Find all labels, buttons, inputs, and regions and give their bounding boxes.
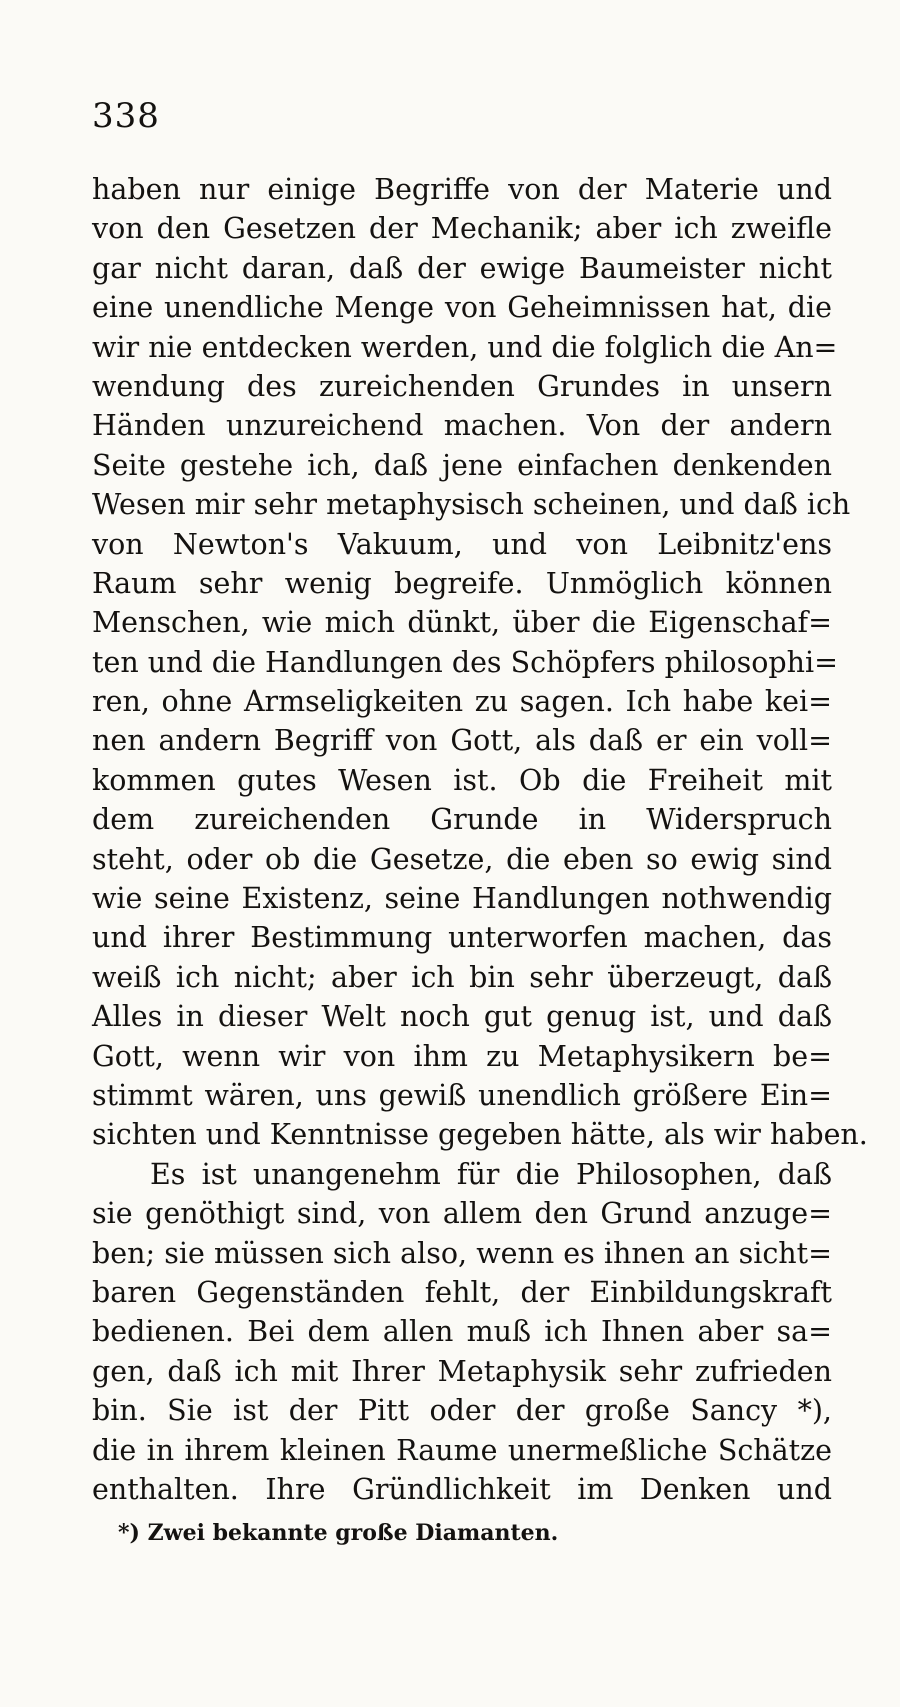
text-line: von Newton's Vakuum, und von Leibnitz'ens bbox=[92, 527, 832, 561]
text-line: wendung des zureichenden Grundes in unsern bbox=[92, 369, 832, 403]
text-line: ten und die Handlungen des Schöpfers philosophi= bbox=[92, 645, 838, 679]
text-line: dem zureichenden Grunde in Widerspruch bbox=[92, 803, 832, 837]
body-text bbox=[92, 170, 868, 1509]
text-line: weiß ich nicht; aber ich bin sehr überzeugt, daß bbox=[92, 960, 832, 994]
text-line: bedienen. Bei dem allen muß ich Ihnen aber sa= bbox=[92, 1315, 832, 1349]
text-line: ben; sie müssen sich also, wenn es ihnen an sicht= bbox=[92, 1236, 832, 1270]
text-line: ren, ohne Armseligkeiten zu sagen. Ich habe kei= bbox=[92, 685, 832, 719]
text-line: stimmt wären, uns gewiß unendlich größere Ein= bbox=[92, 1078, 832, 1112]
text-line: sie genöthigt sind, von allem den Grund anzuge= bbox=[92, 1197, 832, 1231]
text-line: Raum sehr wenig begreife. Unmöglich können bbox=[92, 566, 832, 600]
text-line: Gott, wenn wir von ihm zu Metaphysikern be= bbox=[92, 1039, 832, 1073]
text-line: steht, oder ob die Gesetze, die eben so ewig sind bbox=[92, 842, 832, 876]
text-line: haben nur einige Begriffe von der Materie und bbox=[92, 173, 832, 206]
text-line: eine unendliche Menge von Geheimnissen hat, die bbox=[92, 291, 832, 325]
text-line: gar nicht daran, daß der ewige Baumeister nicht bbox=[92, 251, 832, 285]
text-line: enthalten. Ihre Gründlichkeit im Denken und bbox=[92, 1472, 832, 1506]
text-line: baren Gegenständen fehlt, der Einbildungskraft bbox=[92, 1275, 832, 1309]
text-line: und ihrer Bestimmung unterworfen machen, das bbox=[92, 921, 832, 955]
text-line: wie seine Existenz, seine Handlungen nothwendig bbox=[92, 882, 832, 916]
text-line: die in ihrem kleinen Raume unermeßliche Schätze bbox=[92, 1433, 832, 1467]
text-line: Händen unzureichend machen. Von der andern bbox=[92, 409, 832, 443]
text-line: kommen gutes Wesen ist. Ob die Freiheit mit bbox=[92, 763, 832, 797]
text-line: Seite gestehe ich, daß jene einfachen denkenden bbox=[92, 448, 832, 482]
text-line: sichten und Kenntnisse gegeben hätte, als wir haben. bbox=[92, 1118, 868, 1152]
text-line: gen, daß ich mit Ihrer Metaphysik sehr zufrieden bbox=[92, 1354, 832, 1388]
text-line-paragraph-start: Es ist unangenehm für die Philosophen, daß bbox=[150, 1157, 832, 1191]
text-line: bin. Sie ist der Pitt oder der große Sancy *), bbox=[92, 1394, 832, 1428]
text-line: Menschen, wie mich dünkt, über die Eigenschaf= bbox=[92, 606, 832, 640]
footnote: *) Zwei bekannte große Diamanten. bbox=[118, 1520, 559, 1546]
text-line: Alles in dieser Welt noch gut genug ist, und daß bbox=[92, 1000, 832, 1034]
text-line: Wesen mir sehr metaphysisch scheinen, und daß ich bbox=[92, 488, 851, 522]
text-line: von den Gesetzen der Mechanik; aber ich zweifle bbox=[92, 212, 832, 246]
text-line: wir nie entdecken werden, und die folglich die An= bbox=[92, 330, 838, 364]
text-line: nen andern Begriff von Gott, als daß er ein voll= bbox=[92, 724, 832, 758]
page-number: 338 bbox=[92, 96, 160, 136]
